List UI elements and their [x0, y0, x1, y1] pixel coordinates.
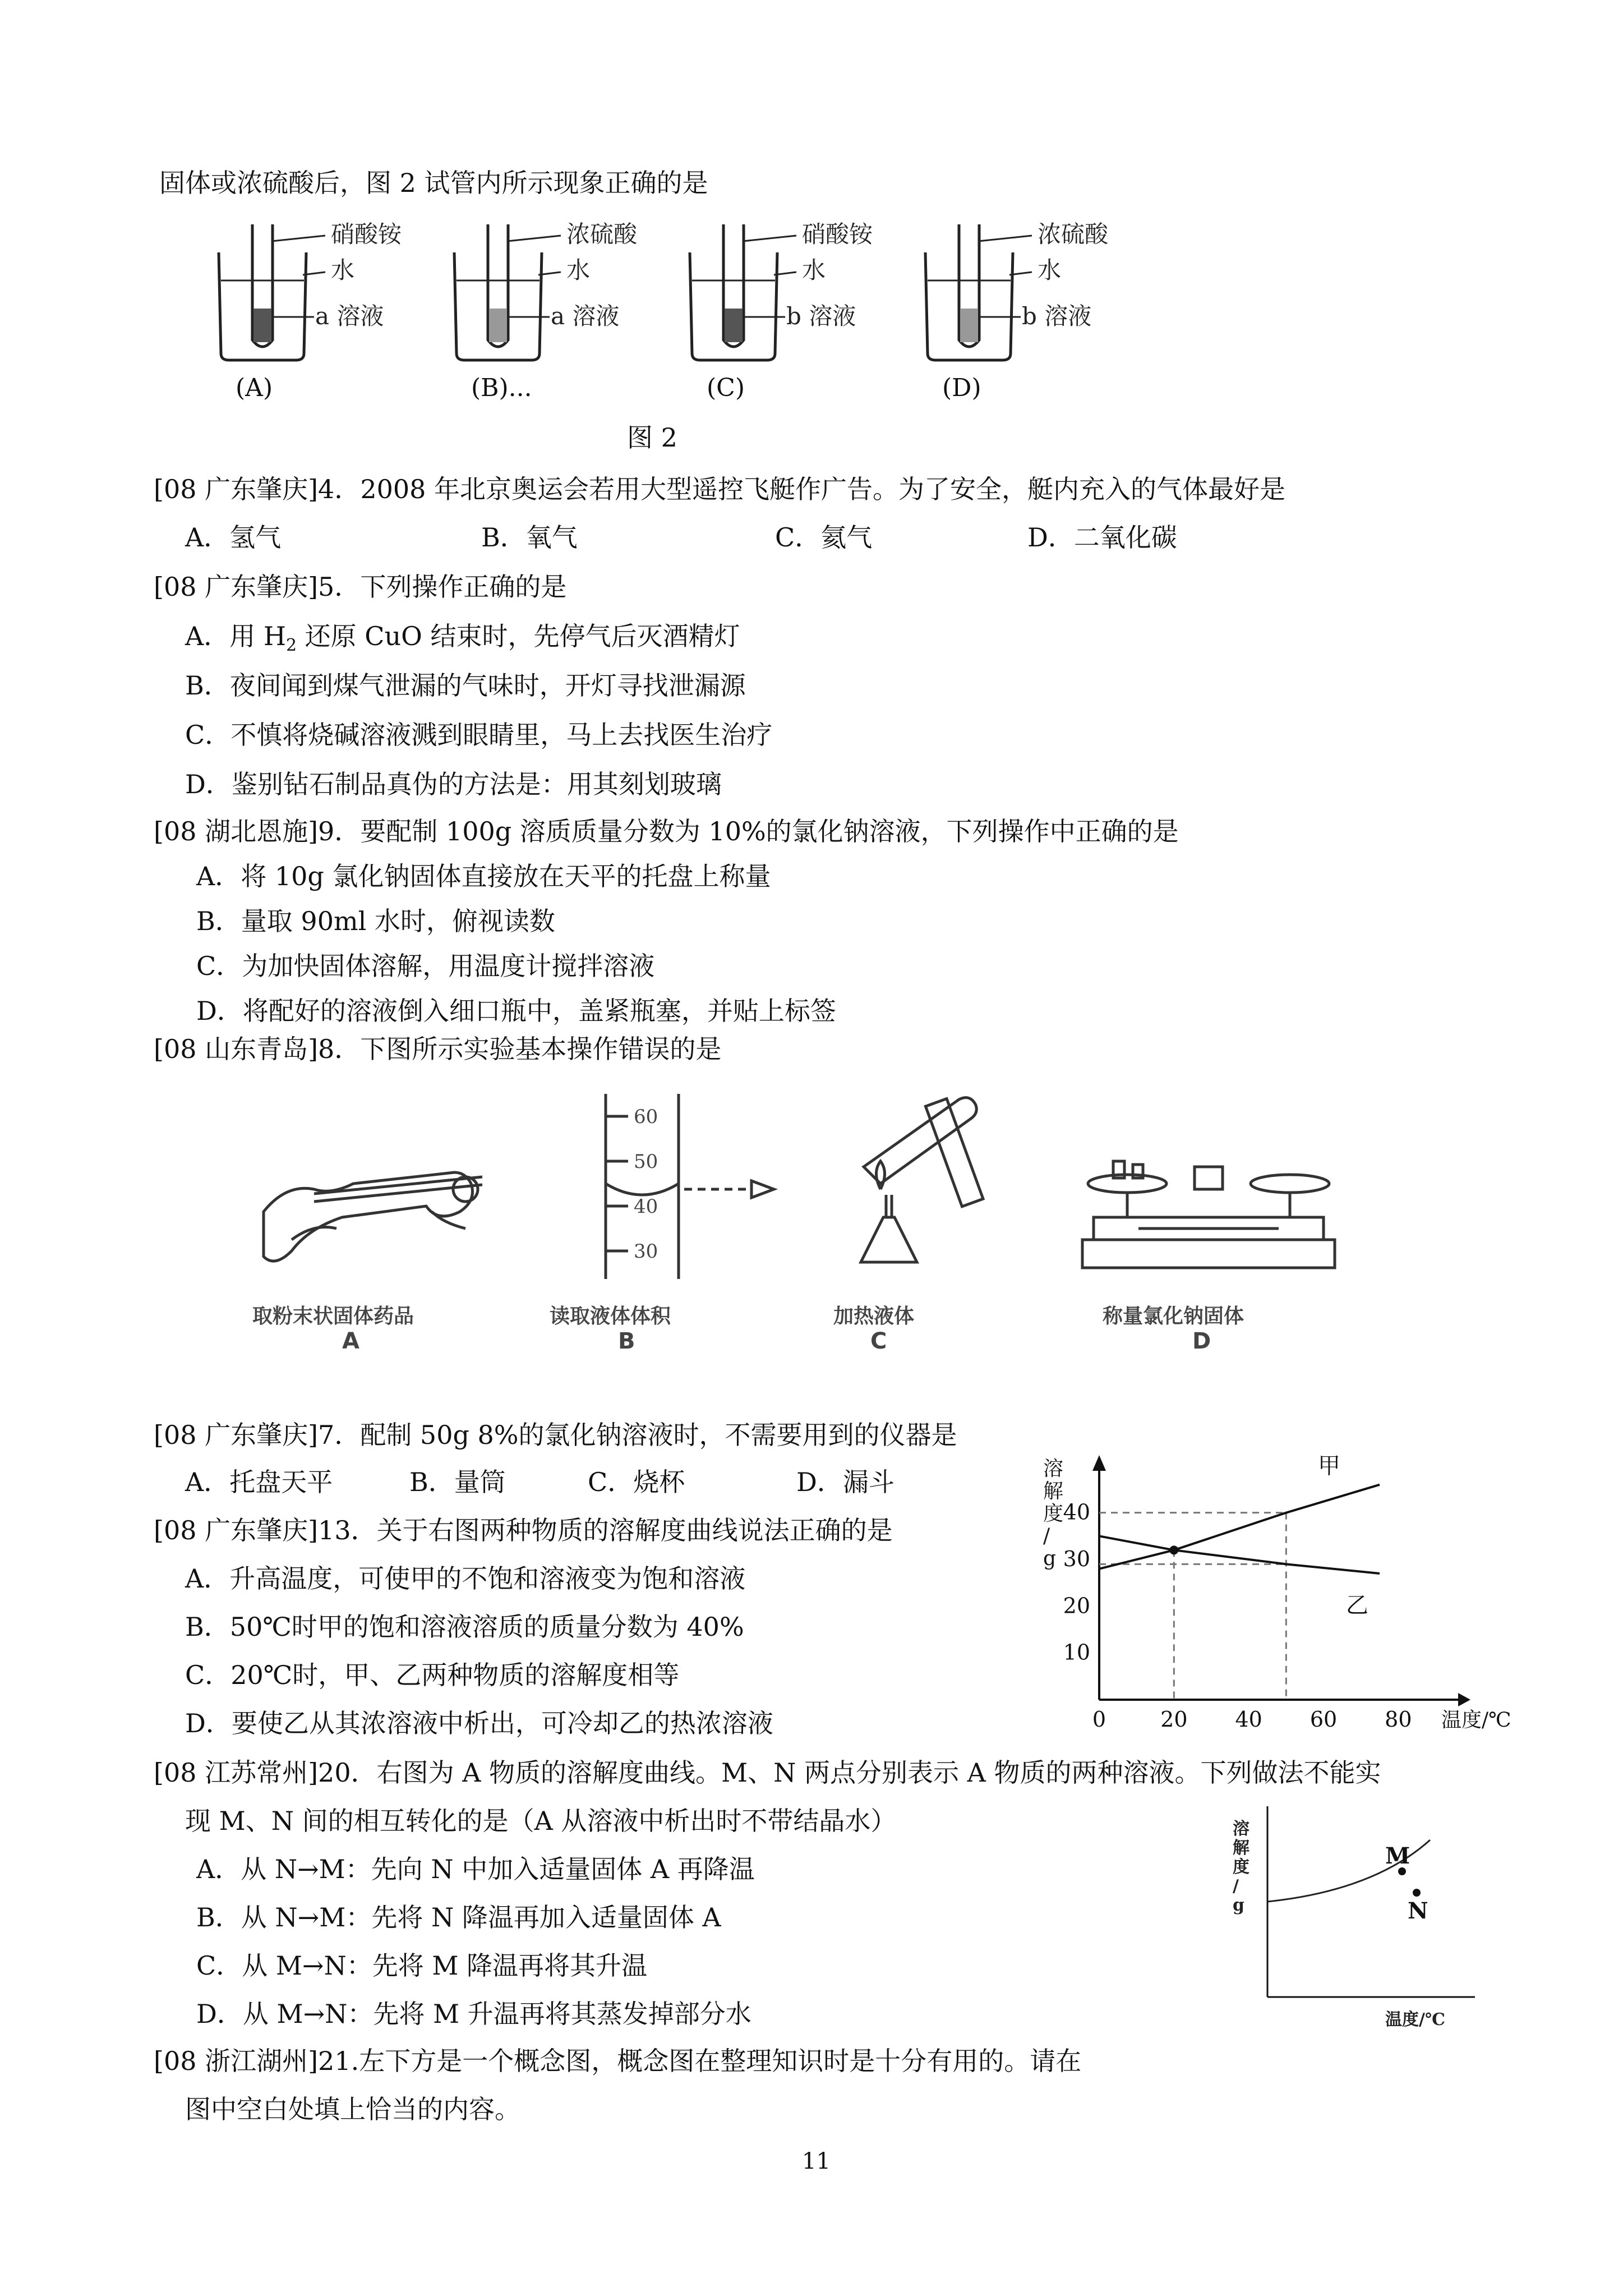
reagent-label: 硝酸铵	[802, 220, 873, 248]
q9-option-a: A．将 10g 氯化钠固体直接放在天平的托盘上称量	[196, 861, 771, 891]
beaker-outline	[454, 252, 542, 360]
y-tick-label: 10	[1063, 1640, 1090, 1665]
reagent-pointer	[743, 236, 796, 241]
series-line-0	[1099, 1485, 1380, 1569]
q7-stem: [08 广东肇庆]7．配制 50g 8%的氯化钠溶液时，不需要用到的仪器是	[154, 1420, 957, 1450]
q20-option-a: A．从 N→M：先向 N 中加入适量固体 A 再降温	[196, 1854, 755, 1884]
q7-option-d: D．漏斗	[796, 1467, 895, 1497]
q7-option-b: B．量筒	[409, 1467, 506, 1497]
water-label: 水	[566, 256, 591, 284]
q13-option-a: A．升高温度，可使甲的不饱和溶液变为饱和溶液	[185, 1563, 746, 1594]
tube-liquid	[725, 309, 743, 342]
solubility-chart-2	[1217, 1795, 1497, 2047]
y-axis-label: 溶解度/ g	[1233, 1819, 1249, 1915]
tube-liquid	[489, 309, 507, 342]
beaker-outline	[690, 252, 777, 360]
q7-option-a: A．托盘天平	[185, 1467, 333, 1497]
y-axis-label: 溶解度/ g	[1043, 1457, 1064, 1570]
q9-option-b: B．量取 90ml 水时，俯视读数	[196, 906, 555, 936]
panel-d-caption: 称量氯化钠固体	[1103, 1305, 1244, 1328]
beaker-option-label: (D)	[942, 374, 981, 402]
series-name-label: 乙	[1346, 1593, 1368, 1618]
panel-a-illustration	[247, 1128, 505, 1290]
x-axis-arrow	[1458, 1693, 1470, 1706]
water-label: 水	[331, 256, 355, 284]
tube-liquid	[960, 309, 978, 342]
panel-b-caption: 读取液体体积	[550, 1305, 671, 1328]
panel-d-letter: D	[1192, 1328, 1211, 1354]
intersection-point	[1169, 1545, 1178, 1554]
q9-option-c: C．为加快固体溶解，用温度计搅拌溶液	[196, 951, 655, 981]
beaker-3	[925, 220, 1109, 402]
solution-label: b 溶液	[1022, 302, 1092, 330]
y-tick-label: 30	[1063, 1547, 1090, 1571]
water-label: 水	[1038, 256, 1062, 284]
q5-option-d: D．鉴别钻石制品真伪的方法是：用其刻划玻璃	[185, 769, 722, 799]
beaker-option-label: (B)...	[471, 374, 532, 402]
reagent-label: 浓硫酸	[1038, 220, 1109, 248]
q13-option-c: C．20℃时，甲、乙两种物质的溶解度相等	[185, 1660, 680, 1690]
solution-label: a 溶液	[551, 302, 620, 330]
q5-option-a-post: 还原 CuO 结束时，先停气后灭酒精灯	[297, 621, 740, 651]
q21-stem-line2: 图中空白处填上恰当的内容。	[185, 2094, 520, 2124]
q5-option-a	[185, 619, 740, 662]
page-number: 11	[802, 2148, 831, 2174]
beaker-option-label: (C)	[707, 374, 745, 402]
x-tick-label: 0	[1092, 1707, 1106, 1732]
point-m-label: M	[1385, 1843, 1410, 1869]
cylinder-tick-30: 30	[634, 1240, 658, 1263]
figure-2-beakers	[213, 213, 1166, 449]
cylinder-tick-60: 60	[634, 1106, 658, 1128]
x-axis-label: 温度/℃	[1441, 1709, 1511, 1732]
beaker-1	[454, 220, 638, 402]
q5-option-a-sub: 2	[285, 636, 297, 656]
q20-option-c: C．从 M→N：先将 M 降温再将其升温	[196, 1950, 648, 1981]
q4-stem: [08 广东肇庆]4．2008 年北京奥运会若用大型遥控飞艇作广告。为了安全，艇内充入的气体最好是	[154, 474, 1286, 504]
cylinder-tick-50: 50	[634, 1151, 658, 1173]
panel-d-illustration	[1082, 1144, 1340, 1290]
solubility-chart-1	[1038, 1453, 1511, 1745]
q13-option-b: B．50℃时甲的饱和溶液溶质的质量分数为 40%	[185, 1612, 744, 1642]
q8-stem: [08 山东青岛]8．下图所示实验基本操作错误的是	[154, 1034, 722, 1064]
series-name-label: 甲	[1318, 1453, 1340, 1479]
water-label: 水	[802, 256, 826, 284]
reagent-pointer	[271, 236, 325, 241]
x-tick-label: 20	[1160, 1707, 1188, 1732]
figure-2-caption: 图 2	[627, 422, 677, 453]
panel-a-letter: A	[342, 1328, 359, 1354]
q5-option-a-pre: A．用 H	[185, 621, 286, 651]
q4-option-a: A．氢气	[185, 522, 282, 553]
point-n	[1413, 1889, 1421, 1897]
q9-stem: [08 湖北恩施]9．要配制 100g 溶质质量分数为 10%的氯化钠溶液，下列操作中正确的是	[154, 816, 1179, 846]
panel-c-caption: 加热液体	[833, 1305, 915, 1328]
panel-c-illustration	[808, 1083, 1009, 1296]
x-axis-label: 温度/℃	[1385, 2010, 1445, 2030]
cylinder-tick-40: 40	[634, 1195, 658, 1218]
x-tick-label: 40	[1235, 1707, 1262, 1732]
q4-option-c: C．氦气	[775, 522, 873, 553]
tube-liquid	[253, 309, 271, 342]
beaker-2	[690, 220, 873, 402]
q7-option-c: C．烧杯	[588, 1467, 685, 1497]
q13-option-d: D．要使乙从其浓溶液中析出，可冷却乙的热浓溶液	[185, 1708, 773, 1738]
q5-option-c: C．不慎将烧碱溶液溅到眼睛里，马上去找医生治疗	[185, 720, 773, 750]
reagent-label: 硝酸铵	[331, 220, 402, 248]
y-tick-label: 20	[1063, 1593, 1090, 1618]
panel-b-illustration	[589, 1083, 791, 1290]
q21-stem-line1: [08 浙江湖州]21.左下方是一个概念图，概念图在整理知识时是十分有用的。请在	[154, 2046, 1082, 2076]
x-tick-label: 60	[1310, 1707, 1338, 1732]
q13-stem: [08 广东肇庆]13．关于右图两种物质的溶解度曲线说法正确的是	[154, 1515, 893, 1545]
q20-option-b: B．从 N→M：先将 N 降温再加入适量固体 A	[196, 1902, 721, 1932]
solution-label: a 溶液	[315, 302, 384, 330]
reagent-pointer	[507, 236, 561, 241]
y-axis-arrow	[1092, 1455, 1106, 1471]
beaker-outline	[219, 252, 306, 360]
point-n-label: N	[1408, 1898, 1428, 1924]
panel-b-letter: B	[618, 1328, 635, 1354]
series-line-1	[1099, 1536, 1380, 1573]
solution-label: b 溶液	[786, 302, 856, 330]
panel-a-caption: 取粉末状固体药品	[252, 1305, 414, 1328]
reagent-label: 浓硫酸	[566, 220, 638, 248]
q4-option-b: B．氧气	[481, 522, 578, 553]
reagent-pointer	[978, 236, 1032, 241]
intro-line: 固体或浓硫酸后，图 2 试管内所示现象正确的是	[159, 168, 708, 198]
q9-option-d: D．将配好的溶液倒入细口瓶中，盖紧瓶塞，并贴上标签	[196, 996, 836, 1026]
q20-stem-line1: [08 江苏常州]20．右图为 A 物质的溶解度曲线。M、N 两点分别表示 A 物质的两种溶液。下列做法不能实	[154, 1757, 1381, 1788]
panel-c-letter: C	[870, 1328, 887, 1354]
q20-option-d: D．从 M→N：先将 M 升温再将其蒸发掉部分水	[196, 1999, 751, 2029]
y-tick-label: 40	[1063, 1499, 1090, 1525]
q20-stem-line2: 现 M、N 间的相互转化的是（A 从溶液中析出时不带结晶水）	[185, 1806, 897, 1836]
q5-stem: [08 广东肇庆]5．下列操作正确的是	[154, 572, 567, 602]
beaker-outline	[925, 252, 1013, 360]
q5-option-b: B．夜间闻到煤气泄漏的气味时，开灯寻找泄漏源	[185, 670, 746, 701]
x-tick-label: 80	[1385, 1707, 1412, 1732]
beaker-option-label: (A)	[236, 374, 273, 402]
q4-option-d: D．二氧化碳	[1027, 522, 1177, 553]
beaker-0	[219, 220, 402, 402]
